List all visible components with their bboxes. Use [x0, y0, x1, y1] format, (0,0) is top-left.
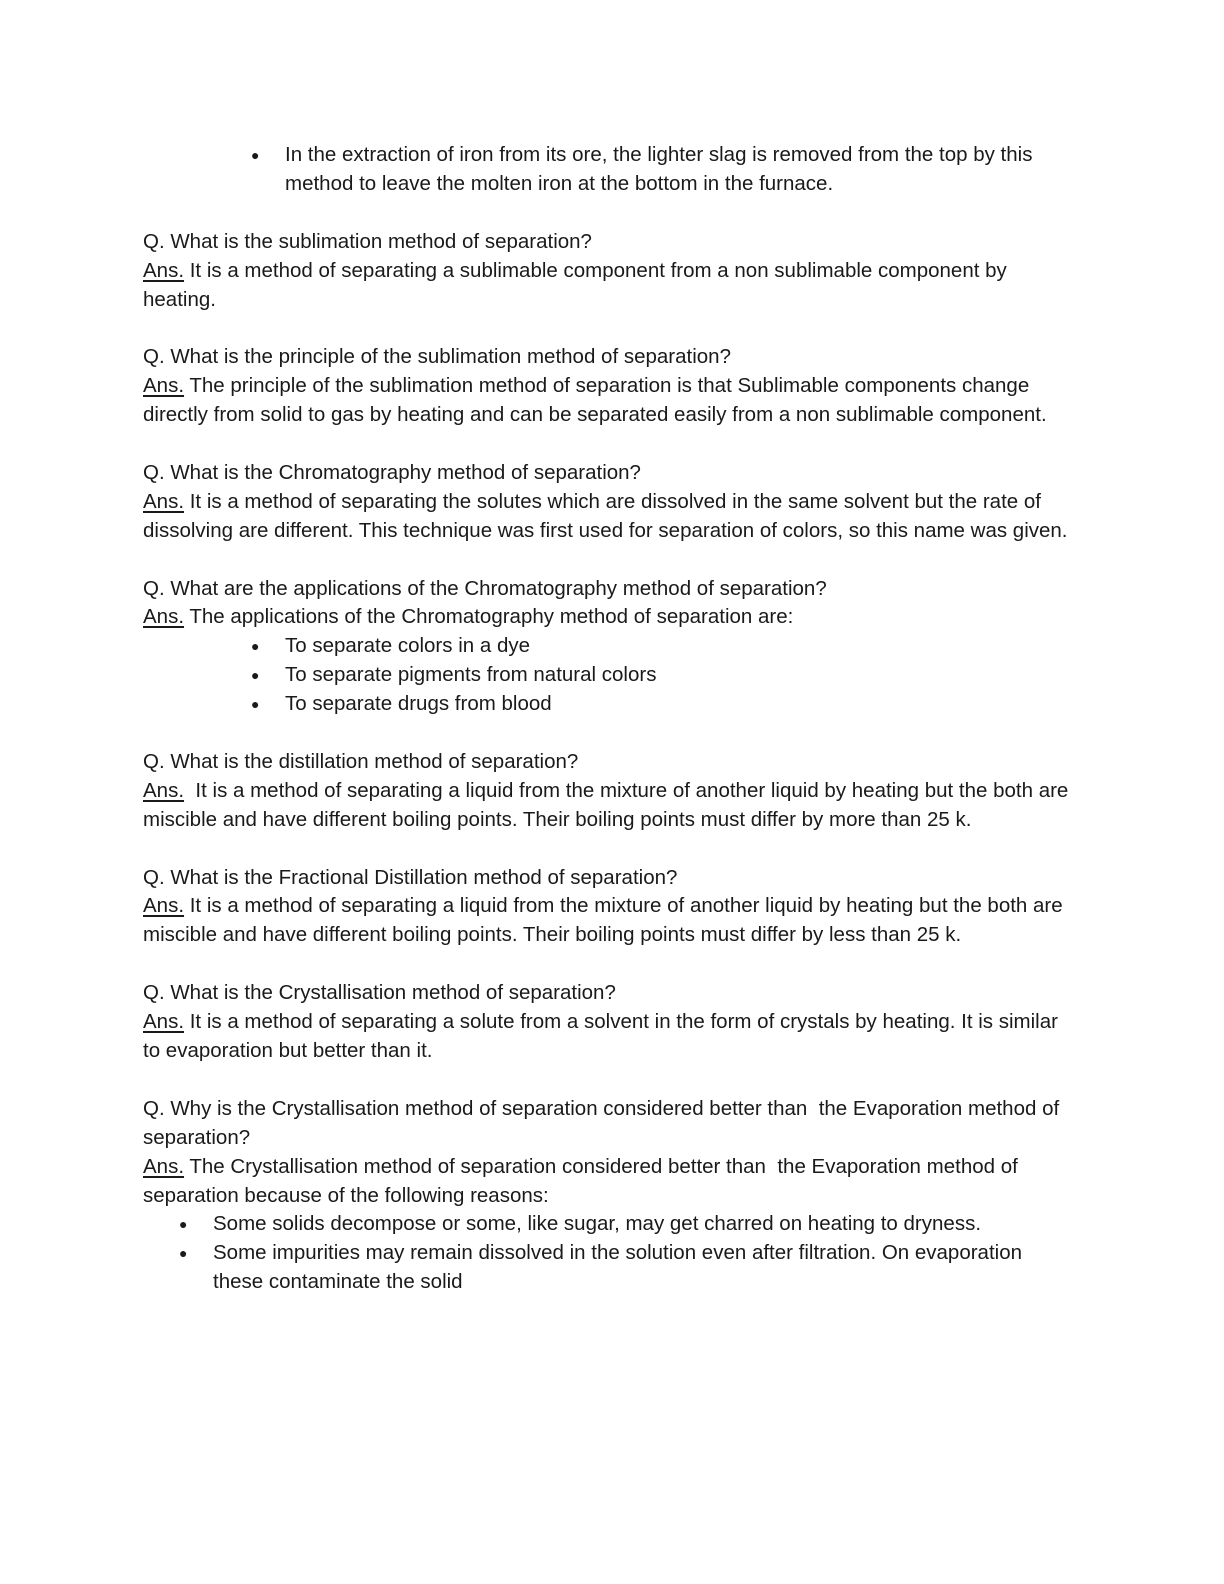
- list-item: [143, 690, 1073, 719]
- answer: [143, 777, 1073, 835]
- ans-label: Ans.: [143, 1010, 185, 1034]
- ans-label: Ans.: [143, 778, 185, 802]
- qa-fractional-distillation: [143, 864, 1073, 951]
- answer-text: The Crystallisation method of separation considered better than the Evaporation method of separation because of the following reasons:: [143, 1154, 1024, 1207]
- ans-label: Ans.: [143, 605, 185, 629]
- bullet-icon: ●: [251, 147, 260, 163]
- answer: [143, 1153, 1073, 1211]
- question: Q. Why is the Crystallisation method of separation considered better than the Evaporation method of separation?: [143, 1096, 1065, 1149]
- document-page: [143, 141, 1073, 1326]
- list-item-text: To separate pigments from natural colors: [285, 663, 657, 687]
- answer-text: It is a method of separating a sublimable component from a non sublimable component by heating.: [143, 258, 1013, 311]
- answer: [143, 257, 1073, 315]
- question: Q. What is the Chromatography method of separation?: [143, 460, 641, 484]
- ans-label: Ans.: [143, 258, 185, 282]
- list-item-text: To separate drugs from blood: [285, 692, 552, 716]
- qa-sublimation-principle: [143, 343, 1073, 430]
- bullet-icon: ●: [251, 667, 260, 684]
- list-item: [143, 141, 1073, 199]
- question: Q. What is the distillation method of separation?: [143, 749, 579, 773]
- intro-bullet-list: [143, 141, 1073, 199]
- answer-text: It is a method of separating a liquid from the mixture of another liquid by heating but the both are miscible and have different boiling points. Their boiling points must differ by less than 25 k.: [143, 894, 1069, 947]
- list-item: [143, 661, 1073, 690]
- qa-distillation: [143, 748, 1073, 835]
- ans-label: Ans.: [143, 1154, 185, 1178]
- applications-list: [143, 632, 1073, 719]
- list-item: [143, 632, 1073, 661]
- intro-bullet-list-block: [143, 141, 1073, 199]
- answer: [143, 603, 1073, 632]
- qa-chromatography: [143, 459, 1073, 546]
- qa-chromatography-applications: [143, 575, 1073, 720]
- answer-text: It is a method of separating the solutes which are dissolved in the same solvent but the rate of dissolving are different. This technique was first used for separation of colors, so this name was given.: [143, 489, 1068, 542]
- bullet-icon: ●: [179, 1216, 188, 1233]
- question: Q. What is the Fractional Distillation method of separation?: [143, 865, 678, 889]
- qa-crystallisation-vs-evaporation: [143, 1095, 1073, 1297]
- answer-text: The principle of the sublimation method of separation is that Sublimable components change directly from solid to gas by heating and can be separated easily from a non sublimable component.: [143, 374, 1047, 427]
- list-item-text: Some impurities may remain dissolved in the solution even after filtration. On evaporation these contaminate the solid: [213, 1241, 1023, 1294]
- list-item-text: To separate colors in a dye: [285, 634, 530, 658]
- qa-sublimation: [143, 228, 1073, 315]
- answer: [143, 488, 1073, 546]
- answer: [143, 372, 1073, 430]
- list-item: [143, 1210, 1073, 1239]
- reasons-list: [143, 1210, 1073, 1297]
- ans-label: Ans.: [143, 374, 185, 398]
- answer-text: It is a method of separating a liquid from the mixture of another liquid by heating but the both are miscible and have different boiling points. Their boiling points must differ by more than 25 k.: [143, 778, 1075, 831]
- answer: [143, 1008, 1073, 1066]
- bullet-icon: ●: [251, 638, 260, 655]
- list-item-text: Some solids decompose or some, like sugar, may get charred on heating to dryness.: [213, 1212, 982, 1236]
- question: Q. What are the applications of the Chromatography method of separation?: [143, 576, 827, 600]
- bullet-icon: ●: [251, 696, 260, 713]
- ans-label: Ans.: [143, 489, 185, 513]
- list-item-text: In the extraction of iron from its ore, the lighter slag is removed from the top by this method to leave the molten iron at the bottom in the furnace.: [285, 143, 1033, 195]
- list-item: [143, 1239, 1073, 1297]
- question: Q. What is the Crystallisation method of separation?: [143, 981, 616, 1005]
- answer-text: It is a method of separating a solute from a solvent in the form of crystals by heating. It is similar to evaporation but better than it.: [143, 1010, 1064, 1062]
- answer: [143, 892, 1073, 950]
- qa-crystallisation: [143, 979, 1073, 1066]
- question: Q. What is the sublimation method of separation?: [143, 229, 592, 253]
- ans-label: Ans.: [143, 894, 185, 918]
- answer-text: The applications of the Chromatography method of separation are:: [184, 605, 794, 629]
- bullet-icon: ●: [179, 1245, 188, 1262]
- question: Q. What is the principle of the sublimation method of separation?: [143, 345, 731, 369]
